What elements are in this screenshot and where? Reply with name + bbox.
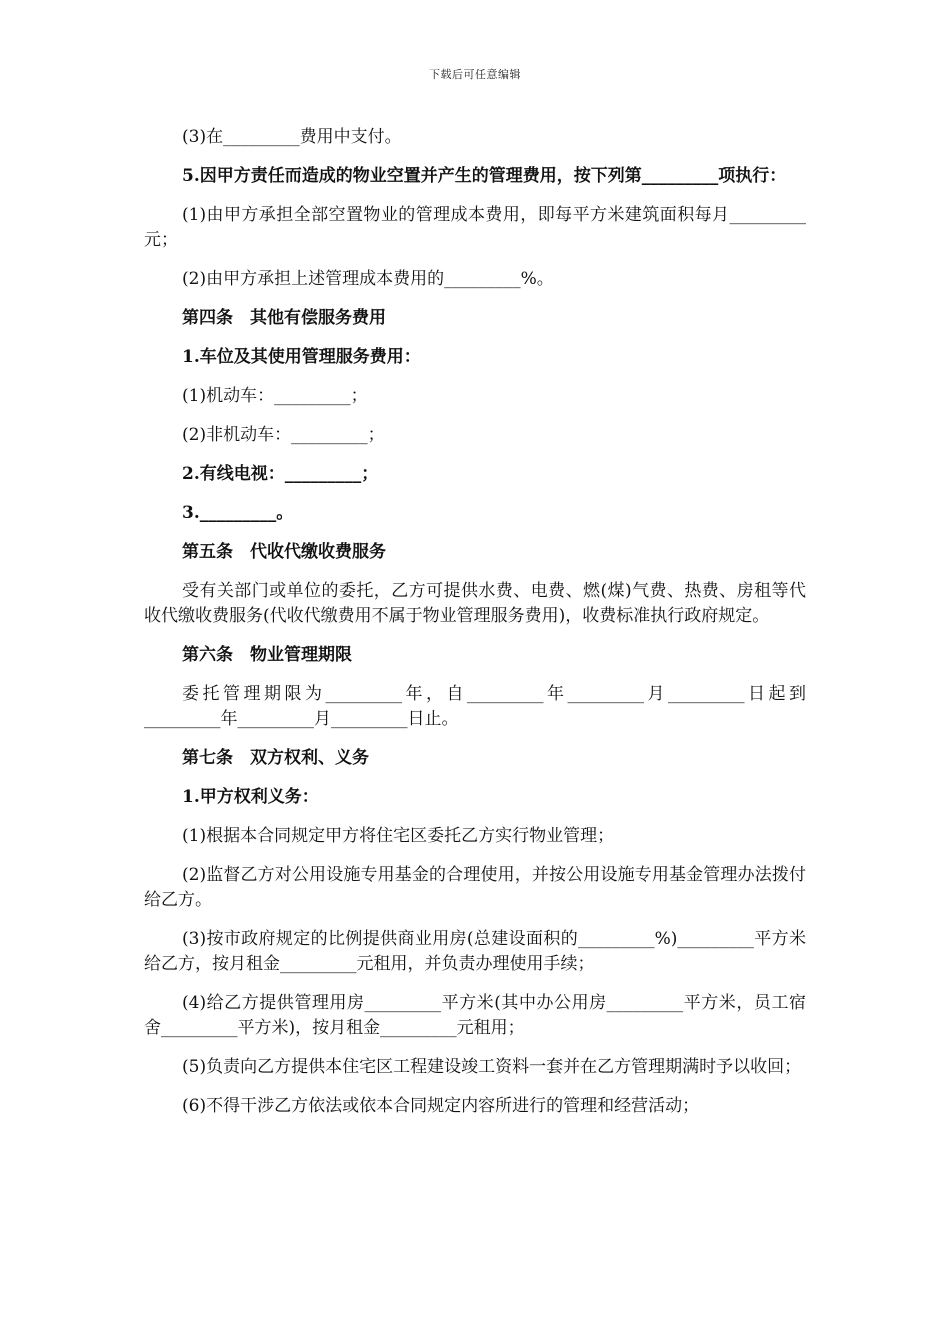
- paragraph-payment-source: (3)在_________费用中支付。: [182, 127, 402, 147]
- paragraph-collection-service: 受有关部门或单位的委托，乙方可提供水费、电费、燃(煤)气费、热费、房租等代收代缴收费服务(代收代缴费用不属于物业管理服务费用)，收费标准执行政府规定。: [144, 581, 806, 626]
- article-4-heading: 第四条 其他有偿服务费用: [182, 308, 386, 328]
- party-a-right-1: (1)根据本合同规定甲方将住宅区委托乙方实行物业管理；: [182, 826, 615, 846]
- party-a-right-6: (6)不得干涉乙方依法或依本合同规定内容所进行的管理和经营活动；: [182, 1096, 700, 1116]
- article-6-heading: 第六条 物业管理期限: [182, 645, 352, 665]
- party-a-right-3: (3)按市政府规定的比例提供商业用房(总建设面积的_________%)_________平方米给乙方，按月租金_________元租用，并负责办理使用手续；: [144, 929, 806, 974]
- party-a-right-4: (4)给乙方提供管理用房_________平方米(其中办公用房_________平方米，员工宿舍_________平方米)，按月租金_________元租用；: [144, 993, 806, 1038]
- article-7-heading: 第七条 双方权利、义务: [182, 748, 369, 768]
- paragraph-management-term: 委托管理期限为_________年，自_________年_________月_________日起到_________年_________月_________日止。: [144, 684, 806, 729]
- party-a-rights-heading: 1.甲方权利义务：: [182, 787, 319, 807]
- paragraph-cable-tv: 2.有线电视：_________；: [182, 464, 379, 484]
- party-a-right-5: (5)负责向乙方提供本住宅区工程建设竣工资料一套并在乙方管理期满时予以收回；: [182, 1057, 802, 1077]
- party-a-right-2: (2)监督乙方对公用设施专用基金的合理使用，并按公用设施专用基金管理办法拨付给乙方。: [144, 865, 806, 910]
- parking-fee-heading: 1.车位及其使用管理服务费用：: [182, 347, 421, 367]
- article-5-heading: 第五条 代收代缴收费服务: [182, 542, 386, 562]
- document-body: [144, 125, 806, 1133]
- paragraph-non-motor-vehicle: (2)非机动车：_________；: [182, 425, 385, 445]
- paragraph-item-3: 3._________。: [182, 503, 294, 523]
- paragraph-motor-vehicle: (1)机动车：_________；: [182, 386, 368, 406]
- page-header: 下载后可任意编辑: [429, 68, 521, 81]
- paragraph-vacancy-option-2: (2)由甲方承担上述管理成本费用的_________%。: [182, 269, 554, 289]
- paragraph-vacancy-option-1: (1)由甲方承担全部空置物业的管理成本费用，即每平方米建筑面积每月_________元；: [144, 205, 806, 250]
- paragraph-vacancy-fee-heading: 5.因甲方责任而造成的物业空置并产生的管理费用，按下列第_________项执行：: [182, 166, 787, 186]
